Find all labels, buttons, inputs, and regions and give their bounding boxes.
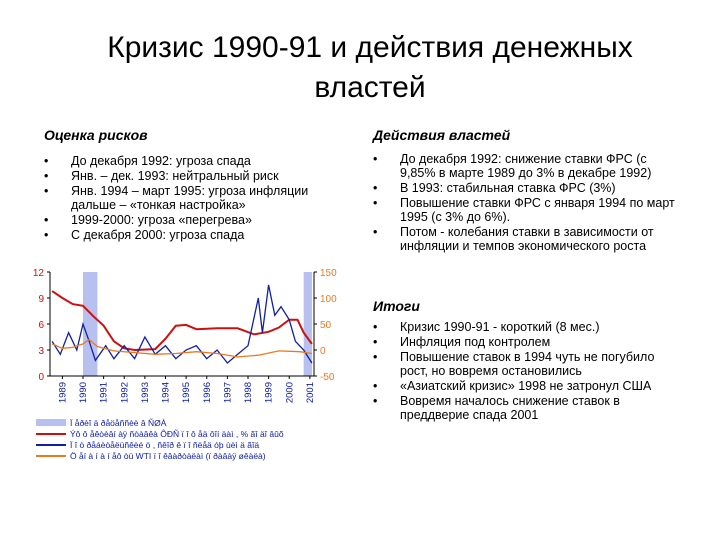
list-item: • С декабря 2000: угроза спада xyxy=(44,228,245,242)
list-item: • До декабря 1992: снижение ставки ФРС (с 9,85% в марте 1989 до 3% в декабре 1992) xyxy=(373,152,652,180)
authority-actions-heading: Действия властей xyxy=(373,127,511,143)
legend-label: Ï î ò ðåáèòåëüñêèé ö , ñêîð ê ï î ñëåä óþ ùèì ä ãîä xyxy=(70,440,260,450)
left-tick-label: 3 xyxy=(38,346,44,357)
x-tick-label: 1996 xyxy=(201,382,213,404)
list-item: • Кризис 1990-91 - короткий (8 мес.) xyxy=(373,320,600,334)
x-tick-label: 1997 xyxy=(222,382,234,404)
risk-assessment-list xyxy=(44,154,349,243)
list-item: • Повышение ставки ФРС с января 1994 по март 1995 (с 3% до 6%). xyxy=(373,196,675,224)
x-tick-label: 2001 xyxy=(304,382,316,404)
legend-swatch xyxy=(36,419,66,426)
slide-title-line1: Кризис 1990-91 и действия денежных xyxy=(107,31,633,64)
right-tick-label: 0 xyxy=(320,346,326,357)
list-item: • Повышение ставок в 1994 чуть не погубило рост, но вовремя остановились xyxy=(373,350,655,378)
list-item: • До декабря 1992: угроза спада xyxy=(44,154,251,168)
right-tick-label: 150 xyxy=(320,268,337,279)
list-item: • Вовремя началось снижение ставок в преддверие спада 2001 xyxy=(373,394,620,422)
x-tick-label: 1995 xyxy=(181,382,193,404)
list-item: • Инфляция под контролем xyxy=(373,335,551,349)
slide-title-line2: властей xyxy=(314,71,426,104)
legend-label: Ýô ô åêòèâí àÿ ñòàâêà ÔÐÑ ï î ô åä ôîí äàì , % ãî äî âûõ xyxy=(70,429,284,439)
rates-inflation-chart xyxy=(30,266,350,476)
x-tick-label: 2000 xyxy=(284,382,296,404)
x-tick-label: 1991 xyxy=(98,382,110,404)
authority-actions-list xyxy=(373,152,678,254)
list-item: • 1999-2000: угроза «перегрева» xyxy=(44,213,252,227)
x-tick-label: 1994 xyxy=(160,382,172,404)
left-tick-label: 0 xyxy=(38,372,44,383)
left-tick-label: 6 xyxy=(38,320,44,331)
x-tick-label: 1998 xyxy=(243,382,254,404)
list-item: • В 1993: стабильная ставка ФРС (3%) xyxy=(373,181,616,195)
results-heading: Итоги xyxy=(373,298,420,314)
legend-label: Ö åí à í à í åô òü WTI ï î êâàðòàëàì (ï ðàâàÿ øêàëà) xyxy=(70,451,266,461)
x-tick-label: 1992 xyxy=(119,382,131,404)
legend-label: Ï åðèî ä ðåöåññèè â ÑØÀ xyxy=(70,418,167,428)
list-item: • Янв. 1994 – март 1995: угроза инфляции дальше – «тонкая настройка» xyxy=(44,184,309,212)
x-tick-label: 1989 xyxy=(57,382,69,404)
right-tick-label: 100 xyxy=(320,294,337,305)
list-item: • Янв. – дек. 1993: нейтральный риск xyxy=(44,169,279,183)
x-tick-label: 1990 xyxy=(78,382,89,404)
results-list xyxy=(373,320,678,423)
left-tick-label: 12 xyxy=(32,268,44,279)
list-item: • Потом - колебания ставки в зависимости от инфляции и темпов экономического роста xyxy=(373,225,654,253)
right-tick-label: -50 xyxy=(320,372,335,383)
x-tick-label: 1999 xyxy=(263,382,275,404)
x-tick-label: 1993 xyxy=(139,382,151,404)
left-tick-label: 9 xyxy=(38,294,44,305)
risk-assessment-heading: Оценка рисков xyxy=(44,127,148,143)
list-item: • «Азиатский кризис» 1998 не затронул США xyxy=(373,379,652,393)
right-tick-label: 50 xyxy=(320,320,332,331)
slide-title xyxy=(40,28,700,108)
